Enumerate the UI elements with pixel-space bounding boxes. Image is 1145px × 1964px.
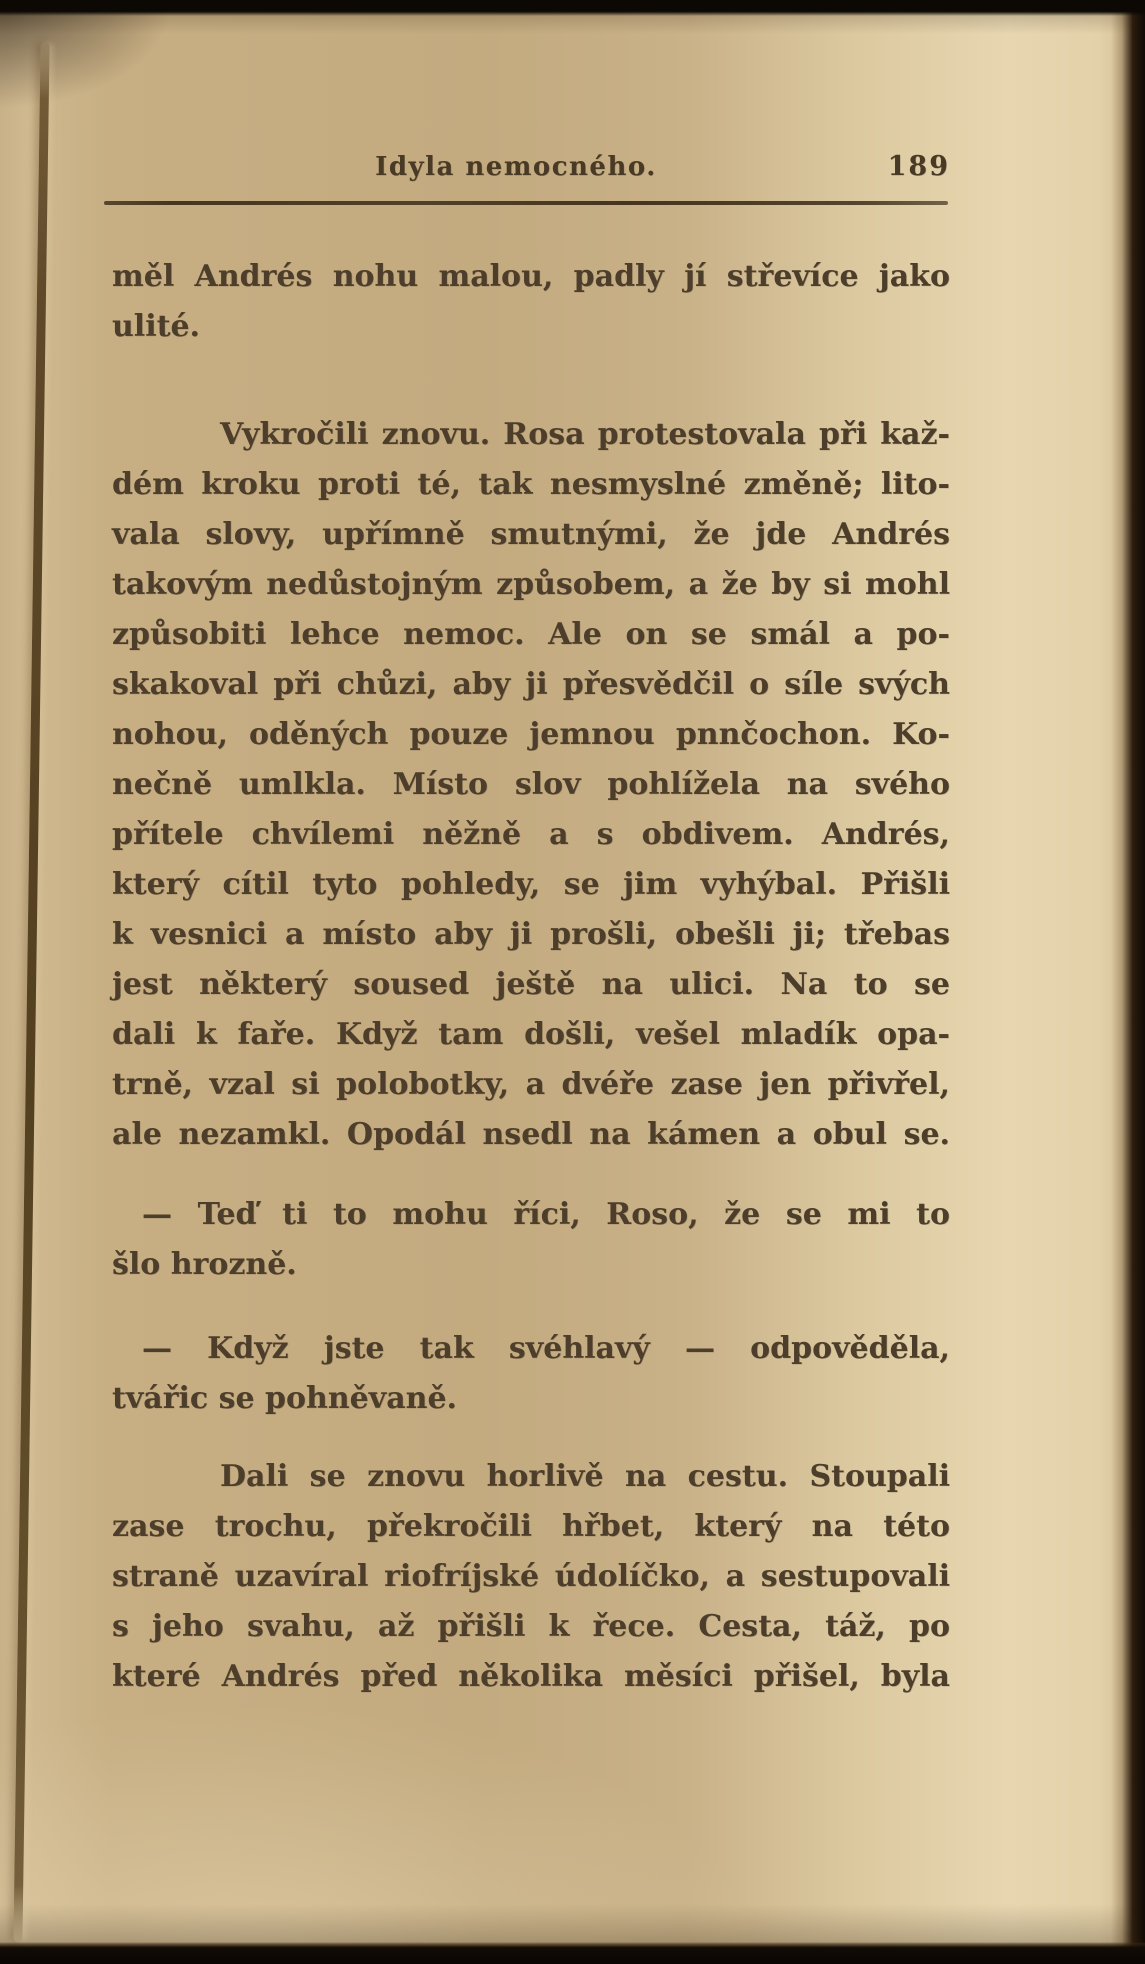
text-line: měl Andrés nohu malou, padly jí střevíce jako (112, 259, 950, 294)
scan-edge-bottom (0, 1942, 1145, 1964)
text-line: — Když jste tak svéhlavý — odpověděla, (142, 1331, 950, 1366)
text-line: s jeho svahu, až přišli k řece. Cesta, táž, po (112, 1609, 950, 1644)
text-line: šlo hrozně. (112, 1247, 297, 1282)
text-line: dali k faře. Když tam došli, vešel mladík opa- (112, 1017, 950, 1052)
text-line: vala slovy, upřímně smutnými, že jde Andrés (112, 517, 950, 552)
text-line: přítele chvílemi něžně a s obdivem. Andrés, (112, 817, 950, 852)
text-line: ale nezamkl. Opodál nsedl na kámen a obul se. (112, 1117, 950, 1152)
page-body (112, 252, 950, 1702)
paragraph (112, 1324, 950, 1424)
paragraph (112, 252, 950, 352)
text-line: Vykročili znovu. Rosa protestovala při kaž- (220, 417, 950, 452)
page-fold-line (13, 42, 49, 1942)
text-line: trně, vzal si polobotky, a dvéře zase jen přivřel, (112, 1067, 950, 1102)
text-line: k vesnici a místo aby ji prošli, obešli ji; třebas (112, 917, 950, 952)
text-line: Dali se znovu horlivě na cestu. Stoupali (220, 1459, 950, 1494)
text-line: — Teď ti to mohu říci, Roso, že se mi to (142, 1197, 950, 1232)
scan-edge-top (0, 0, 1145, 16)
page-number: 189 (887, 151, 950, 182)
text-line: zase trochu, překročili hřbet, který na této (112, 1509, 950, 1544)
text-line: takovým nedůstojným způsobem, a že by si mohl (112, 567, 950, 602)
text-line: skakoval při chůzi, aby ji přesvědčil o síle svých (112, 667, 950, 702)
paragraph (112, 1452, 950, 1702)
text-line: straně uzavíral riofríjské údolíčko, a sestupovali (112, 1559, 950, 1594)
running-head (112, 148, 950, 186)
paragraph (112, 410, 950, 1160)
text-line: způsobiti lehce nemoc. Ale on se smál a po- (112, 617, 950, 652)
text-line: tvářic se pohněvaně. (112, 1381, 457, 1416)
text-line: ulité. (112, 309, 200, 344)
paragraph (112, 1190, 950, 1290)
text-line: který cítil tyto pohledy, se jim vyhýbal. Přišli (112, 867, 950, 902)
text-line: jest některý soused ještě na ulici. Na to se (112, 967, 950, 1002)
text-line: nečně umlkla. Místo slov pohlížela na svého (112, 767, 950, 802)
text-line: nohou, oděných pouze jemnou pnnčochon. Ko- (112, 717, 950, 752)
header-rule (104, 201, 948, 205)
text-line: které Andrés před několika měsíci přišel, byla (112, 1659, 950, 1694)
scan-edge-right (1111, 0, 1145, 1964)
text-line: dém kroku proti té, tak nesmyslné změně; lito- (112, 467, 950, 502)
running-head-title: Idyla nemocného. (375, 152, 657, 182)
